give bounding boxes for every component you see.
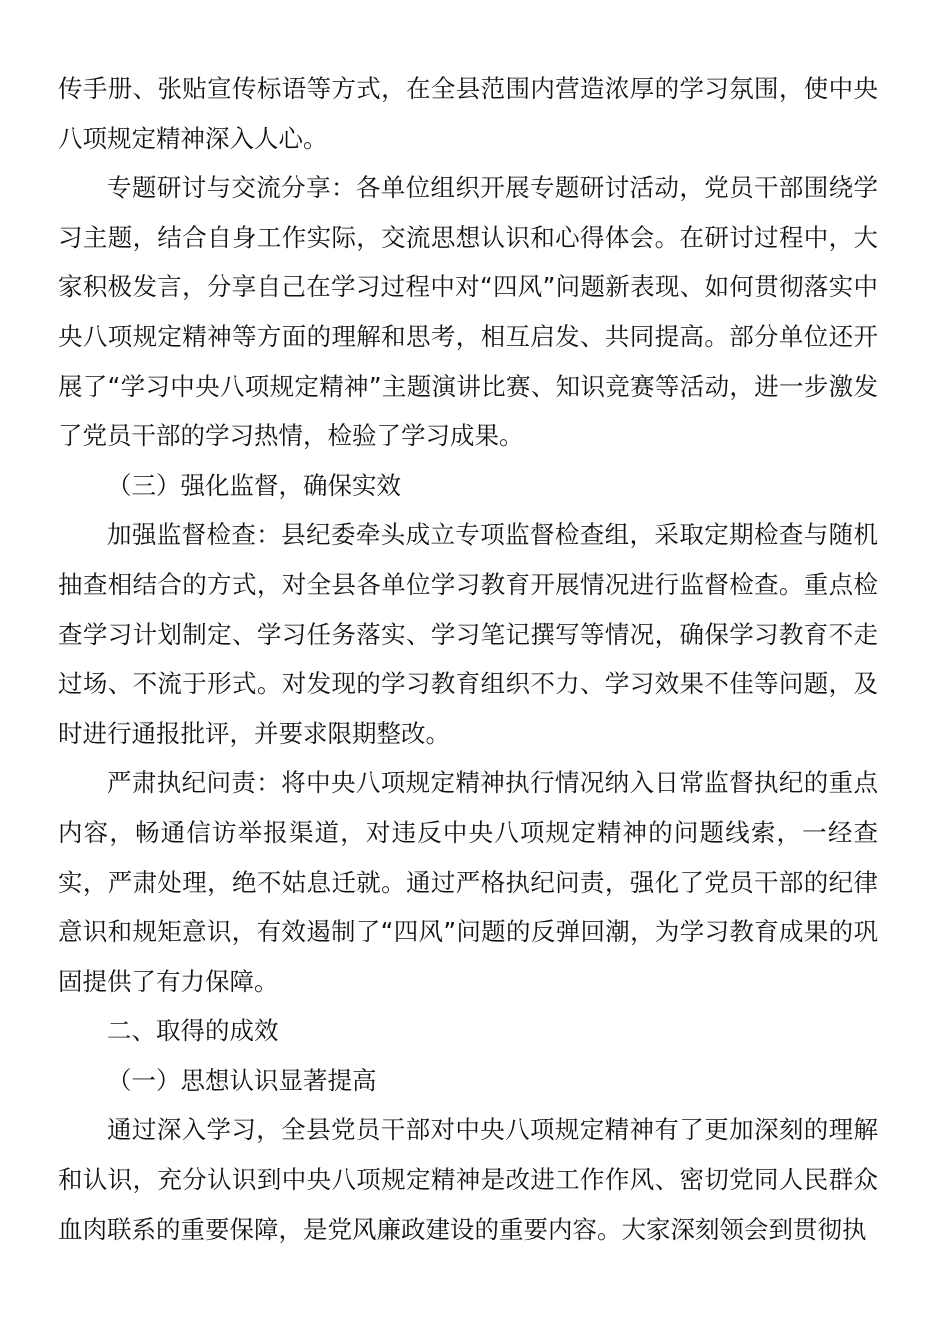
paragraph-continuation: 传手册、张贴宣传标语等方式，在全县范围内营造浓厚的学习氛围，使中央八项规定精神深入人心。 <box>58 74 878 153</box>
paragraph-supervision-inspection: 加强监督检查：县纪委牵头成立专项监督检查组，采取定期检查与随机抽查相结合的方式，对全县各单位学习教育开展情况进行监督检查。重点检查学习计划制定、学习任务落实、学习笔记撰写等情况，确保学习教育不走过场、不流于形式。对发现的学习教育组织不力、学习效果不佳等问题，及时进行通报批评，并要求限期整改。 <box>58 520 878 748</box>
paragraph-discipline-accountability: 严肃执纪问责：将中央八项规定精神执行情况纳入日常监督执纪的重点内容，畅通信访举报渠道，对违反中央八项规定精神的问题线索，一经查实，严肃处理，绝不姑息迁就。通过严格执纪问责，强化了党员干部的纪律意识和规矩意识，有效遏制了“四风”问题的反弹回潮，为学习教育成果的巩固提供了有力保障。 <box>58 768 878 996</box>
section-heading-strengthen-supervision: （三）强化监督，确保实效 <box>107 470 401 500</box>
section-heading-achievements: 二、取得的成效 <box>107 1016 279 1046</box>
paragraph-seminar-exchange: 专题研讨与交流分享：各单位组织开展专题研讨活动，党员干部围绕学习主题，结合自身工作实际，交流思想认识和心得体会。在研讨过程中，大家积极发言，分享自己在学习过程中对“四风”问题新表现、如何贯彻落实中央八项规定精神等方面的理解和思考，相互启发、共同提高。部分单位还开展了“学习中央八项规定精神”主题演讲比赛、知识竞赛等活动，进一步激发了党员干部的学习热情，检验了学习成果。 <box>58 173 878 451</box>
document-body <box>58 64 878 1254</box>
subsection-heading-ideological-awareness: （一）思想认识显著提高 <box>107 1065 377 1095</box>
paragraph-deep-learning: 通过深入学习，全县党员干部对中央八项规定精神有了更加深刻的理解和认识，充分认识到中央八项规定精神是改进工作作风、密切党同人民群众血肉联系的重要保障，是党风廉政建设的重要内容。大家深刻领会到贯彻执 <box>58 1115 878 1244</box>
